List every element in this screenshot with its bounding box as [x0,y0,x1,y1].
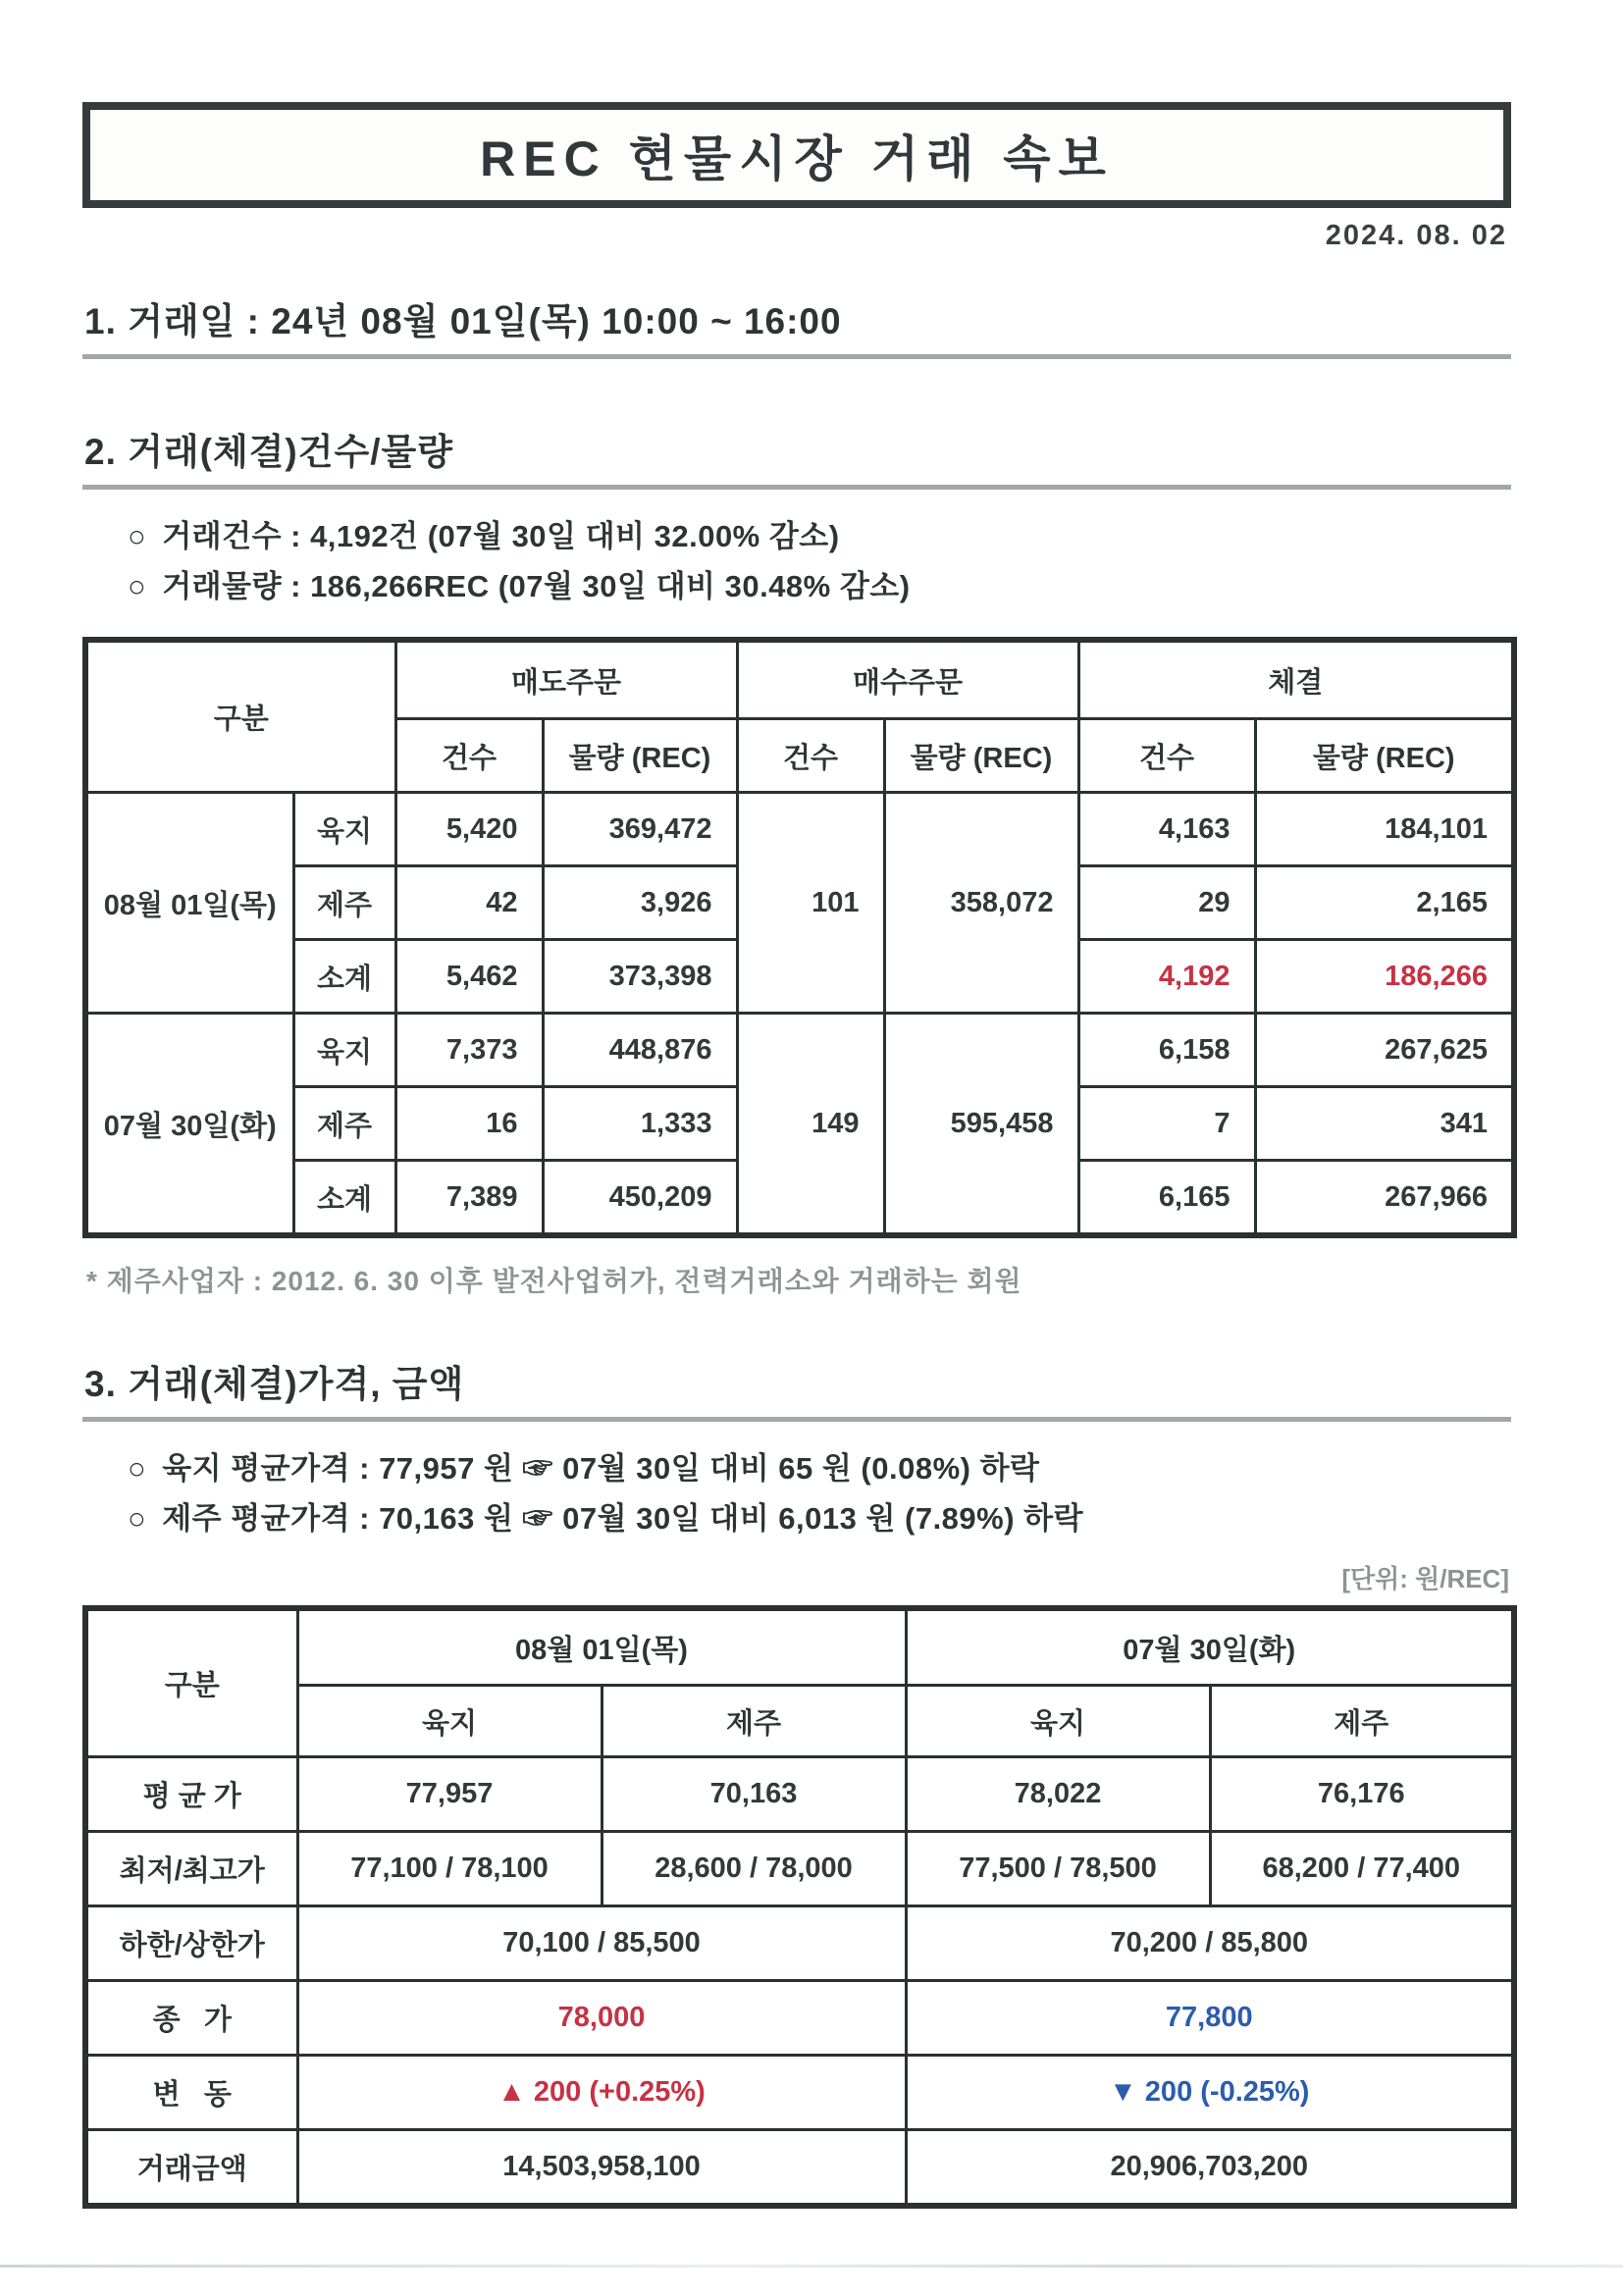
section1-heading: 1. 거래일 : 24년 08월 01일(목) 10:00 ~ 16:00 [82,291,1511,359]
column-header-sell-orders: 매도주문 [395,640,737,719]
column-header-volume: 물량 (REC) [884,719,1078,793]
section3-bullets [82,1443,1511,1543]
cell-limits-d2: 70,200 / 85,800 [906,1906,1514,1981]
cell-sell-count: 42 [395,866,543,940]
cell-region: 소계 [293,1161,395,1236]
cell-sell-volume: 369,472 [543,793,737,866]
section2-bullets [82,511,1511,611]
cell-region: 제주 [293,1087,395,1161]
cell-close-d2: 77,800 [906,1981,1514,2056]
column-header-day1: 08월 01일(목) [297,1608,906,1686]
cell-buy-count: 101 [737,793,884,1014]
circle-bullet-icon: ○ [128,1451,147,1486]
table-row-limits [85,1906,1514,1981]
cell-settle-volume: 184,101 [1255,793,1514,866]
cell-avg-d2-jeju: 76,176 [1210,1757,1514,1832]
cell-amount-d1: 14,503,958,100 [297,2130,906,2207]
doc-title: REC 현물시장 거래 속보 [480,131,1114,186]
table-row-average-price [85,1757,1514,1832]
cell-change-d1: ▲ 200 (+0.25%) [297,2056,906,2130]
cell-settle-count: 6,165 [1078,1161,1255,1236]
row-label: 변 동 [85,2056,297,2130]
column-header-count: 건수 [737,719,884,793]
table-row [85,793,1514,866]
cell-minmax-d2-land: 77,500 / 78,500 [906,1832,1210,1906]
cell-settle-volume: 2,165 [1255,866,1514,940]
cell-change-d2: ▼ 200 (-0.25%) [906,2056,1514,2130]
cell-buy-volume: 358,072 [884,793,1078,1014]
cell-settle-volume: 341 [1255,1087,1514,1161]
doc-date: 2024. 08. 02 [1325,220,1507,251]
bullet-text: 거래물량 : 186,266REC (07월 30일 대비 30.48% 감소) [162,569,911,603]
cell-settle-count: 6,158 [1078,1014,1255,1087]
document-content [82,0,1511,2209]
cell-date: 08월 01일(목) [85,793,293,1014]
cell-settle-count: 4,163 [1078,793,1255,866]
column-header-gubun: 구분 [85,640,395,793]
column-header-settled: 체결 [1078,640,1514,719]
cell-settle-volume: 267,966 [1255,1161,1514,1236]
column-header-volume: 물량 (REC) [543,719,737,793]
table-row [85,1014,1514,1087]
circle-bullet-icon: ○ [128,1501,147,1536]
table-row-closing-price [85,1981,1514,2056]
title-banner [82,102,1511,208]
column-header-land: 육지 [297,1686,602,1757]
table-header-row [85,640,1514,719]
column-header-land: 육지 [906,1686,1210,1757]
cell-sell-volume: 373,398 [543,940,737,1014]
column-header-gubun: 구분 [85,1608,297,1757]
cell-sell-count: 5,462 [395,940,543,1014]
cell-region: 육지 [293,1014,395,1087]
column-header-count: 건수 [395,719,543,793]
row-label: 종 가 [85,1981,297,2056]
section2-heading: 2. 거래(체결)건수/물량 [82,422,1511,490]
table-header-row [85,1608,1514,1686]
column-header-buy-orders: 매수주문 [737,640,1078,719]
row-label: 하한/상한가 [85,1906,297,1981]
cell-buy-count: 149 [737,1014,884,1236]
cell-avg-d1-land: 77,957 [297,1757,602,1832]
table-row-change [85,2056,1514,2130]
cell-sell-count: 7,373 [395,1014,543,1087]
cell-settle-volume: 267,625 [1255,1014,1514,1087]
bullet-text: 육지 평균가격 : 77,957 원 ☞ 07월 30일 대비 65 원 (0.08%) 하락 [162,1451,1040,1486]
cell-buy-volume: 595,458 [884,1014,1078,1236]
cell-region: 소계 [293,940,395,1014]
column-header-day2: 07월 30일(화) [906,1608,1514,1686]
cell-amount-d2: 20,906,703,200 [906,2130,1514,2207]
cell-date: 07월 30일(화) [85,1014,293,1236]
section3-heading: 3. 거래(체결)가격, 금액 [82,1354,1511,1422]
cell-minmax-d1-jeju: 28,600 / 78,000 [602,1832,906,1906]
table-subheader-row [85,1686,1514,1757]
table-row-trade-amount [85,2130,1514,2207]
column-header-jeju: 제주 [602,1686,906,1757]
cell-settle-count: 7 [1078,1087,1255,1161]
row-label: 평 균 가 [85,1757,297,1832]
column-header-volume: 물량 (REC) [1255,719,1514,793]
cell-settle-count: 29 [1078,866,1255,940]
cell-region: 육지 [293,793,395,866]
trade-volume-table [82,637,1517,1238]
cell-sell-count: 5,420 [395,793,543,866]
bullet-line [128,1443,1511,1493]
cell-minmax-d1-land: 77,100 / 78,100 [297,1832,602,1906]
column-header-jeju: 제주 [1210,1686,1514,1757]
column-header-count: 건수 [1078,719,1255,793]
bullet-line [128,511,1511,561]
cell-sell-count: 16 [395,1087,543,1161]
circle-bullet-icon: ○ [128,569,147,603]
cell-sell-volume: 450,209 [543,1161,737,1236]
cell-sell-volume: 1,333 [543,1087,737,1161]
cell-sell-volume: 448,876 [543,1014,737,1087]
cell-region: 제주 [293,866,395,940]
unit-label: [단위: 원/REC] [1341,1564,1509,1593]
cell-settle-count-highlight: 4,192 [1078,940,1255,1014]
cell-limits-d1: 70,100 / 85,500 [297,1906,906,1981]
bullet-text: 제주 평균가격 : 70,163 원 ☞ 07월 30일 대비 6,013 원 (7.89%) 하락 [162,1501,1084,1536]
row-label: 최저/최고가 [85,1832,297,1906]
trade-price-table [82,1605,1517,2209]
row-label: 거래금액 [85,2130,297,2207]
cell-close-d1: 78,000 [297,1981,906,2056]
cell-settle-volume-highlight: 186,266 [1255,940,1514,1014]
bullet-line [128,561,1511,611]
cell-sell-count: 7,389 [395,1161,543,1236]
cell-minmax-d2-jeju: 68,200 / 77,400 [1210,1832,1514,1906]
table-row-min-max [85,1832,1514,1906]
cell-avg-d2-land: 78,022 [906,1757,1210,1832]
circle-bullet-icon: ○ [128,519,147,553]
scan-artifact-line [0,2265,1623,2268]
bullet-text: 거래건수 : 4,192건 (07월 30일 대비 32.00% 감소) [162,519,840,553]
bullet-line [128,1493,1511,1543]
cell-sell-volume: 3,926 [543,866,737,940]
jeju-footnote: * 제주사업자 : 2012. 6. 30 이후 발전사업허가, 전력거래소와 거래하는 회원 [86,1266,1022,1296]
cell-avg-d1-jeju: 70,163 [602,1757,906,1832]
